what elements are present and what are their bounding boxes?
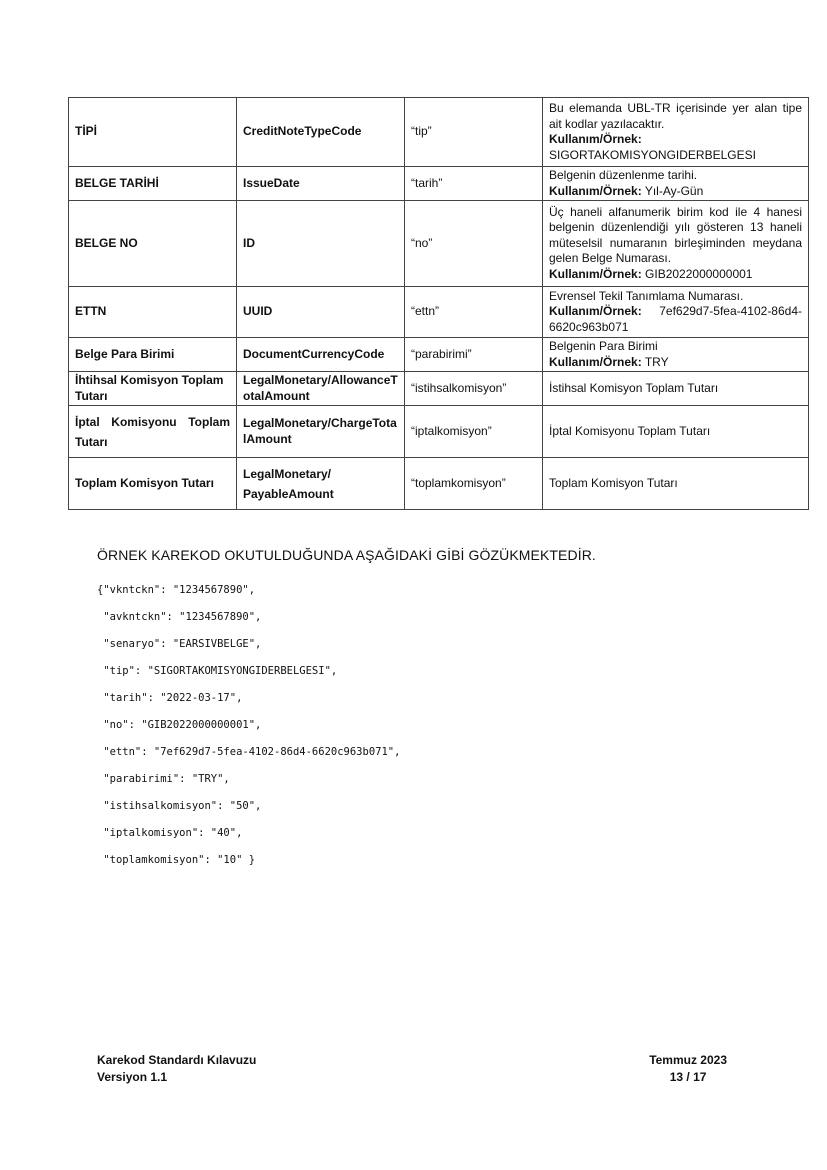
qr-json-sample	[97, 583, 400, 880]
code-line: "senaryo": "EARSIVBELGE",	[97, 638, 262, 650]
example-label: Kullanım/Örnek:	[549, 304, 642, 319]
ubl-element: LegalMonetary/AllowanceTotalAmount	[237, 372, 405, 406]
table-row	[69, 458, 809, 510]
qr-key: “ettn”	[405, 287, 543, 338]
footer-right	[649, 1052, 727, 1086]
code-line: {"vkntckn": "1234567890",	[97, 584, 256, 596]
qr-key: “parabirimi”	[405, 338, 543, 372]
example-label: Kullanım/Örnek:	[549, 354, 642, 369]
ubl-element: LegalMonetary/ PayableAmount	[237, 458, 405, 510]
example-value: SIGORTAKOMISYONGIDERBELGESI	[549, 147, 756, 162]
example-label: Kullanım/Örnek:	[549, 183, 642, 198]
field-name: Belge Para Birimi	[69, 338, 237, 372]
ubl-element: ID	[237, 201, 405, 287]
field-name: TİPİ	[69, 98, 237, 167]
field-name: Toplam Komisyon Tutarı	[69, 458, 237, 510]
example-value: Yıl-Ay-Gün	[644, 183, 704, 198]
field-name: BELGE NO	[69, 201, 237, 287]
code-line: "avkntckn": "1234567890",	[97, 611, 262, 623]
example-value: 7ef629d7-5fea-4102-86d4-6620c963b071	[549, 304, 802, 334]
code-line: "parabirimi": "TRY",	[97, 773, 230, 785]
table-row	[69, 201, 809, 287]
qr-key: “toplamkomisyon”	[405, 458, 543, 510]
example-value: GIB2022000000001	[645, 266, 753, 281]
field-description: Belgenin düzenlenme tarihi. Kullanım/Örnek: Yıl-Ay-Gün	[543, 167, 809, 201]
example-label: Kullanım/Örnek:	[549, 266, 642, 281]
qr-key: “tip”	[405, 98, 543, 167]
ubl-element: LegalMonetary/ChargeTotalAmount	[237, 406, 405, 458]
code-line: "ettn": "7ef629d7-5fea-4102-86d4-6620c963b071",	[97, 746, 401, 758]
field-spec-table	[68, 97, 809, 510]
qr-key: “tarih”	[405, 167, 543, 201]
field-name: BELGE TARİHİ	[69, 167, 237, 201]
example-value: TRY	[644, 354, 669, 369]
field-description: Üç haneli alfanumerik birim kod ile 4 hanesi belgenin düzenlendiği yılı gösteren 13 haneli müteselsil numaranın birleşiminden meydana gelen Belge Numarası. Kullanım/Örnek: GIB2022000000001	[543, 201, 809, 287]
example-label: Kullanım/Örnek:	[549, 132, 642, 146]
document-title: Karekod Standardı Kılavuzu	[97, 1053, 257, 1067]
page-number: 13 / 17	[669, 1070, 707, 1084]
code-line: "tarih": "2022-03-17",	[97, 692, 243, 704]
field-description: Toplam Komisyon Tutarı	[543, 458, 809, 510]
ubl-element: DocumentCurrencyCode	[237, 338, 405, 372]
document-version: Versiyon 1.1	[97, 1070, 168, 1084]
field-name: ETTN	[69, 287, 237, 338]
code-line: "no": "GIB2022000000001",	[97, 719, 262, 731]
footer-left	[97, 1052, 256, 1086]
field-name: İptal Komisyonu Toplam Tutarı	[69, 406, 237, 458]
ubl-element: UUID	[237, 287, 405, 338]
table-row	[69, 98, 809, 167]
field-description: İstihsal Komisyon Toplam Tutarı	[543, 372, 809, 406]
code-line: "iptalkomisyon": "40",	[97, 827, 243, 839]
table-row	[69, 167, 809, 201]
field-description: Evrensel Tekil Tanımlama Numarası. Kullanım/Örnek: 7ef629d7-5fea-4102-86d4-6620c963b071	[543, 287, 809, 338]
field-description: Bu elemanda UBL-TR içerisinde yer alan tipe ait kodlar yazılacaktır. Kullanım/Örnek: SIGORTAKOMISYONGIDERBELGESI	[543, 98, 809, 167]
section-heading: ÖRNEK KAREKOD OKUTULDUĞUNDA AŞAĞIDAKİ GİBİ GÖZÜKMEKTEDİR.	[97, 547, 596, 563]
code-line: "tip": "SIGORTAKOMISYONGIDERBELGESI",	[97, 665, 338, 677]
table-row	[69, 338, 809, 372]
qr-key: “iptalkomisyon”	[405, 406, 543, 458]
table-row	[69, 406, 809, 458]
code-line: "toplamkomisyon": "10" }	[97, 854, 256, 866]
ubl-element: CreditNoteTypeCode	[237, 98, 405, 167]
qr-key: “no”	[405, 201, 543, 287]
code-line: "istihsalkomisyon": "50",	[97, 800, 262, 812]
field-name: İhtihsal Komisyon Toplam Tutarı	[69, 372, 237, 406]
qr-key: “istihsalkomisyon”	[405, 372, 543, 406]
table-row	[69, 372, 809, 406]
field-description: Belgenin Para Birimi Kullanım/Örnek: TRY	[543, 338, 809, 372]
field-description: İptal Komisyonu Toplam Tutarı	[543, 406, 809, 458]
document-date: Temmuz 2023	[649, 1053, 727, 1067]
table-row	[69, 287, 809, 338]
ubl-element: IssueDate	[237, 167, 405, 201]
